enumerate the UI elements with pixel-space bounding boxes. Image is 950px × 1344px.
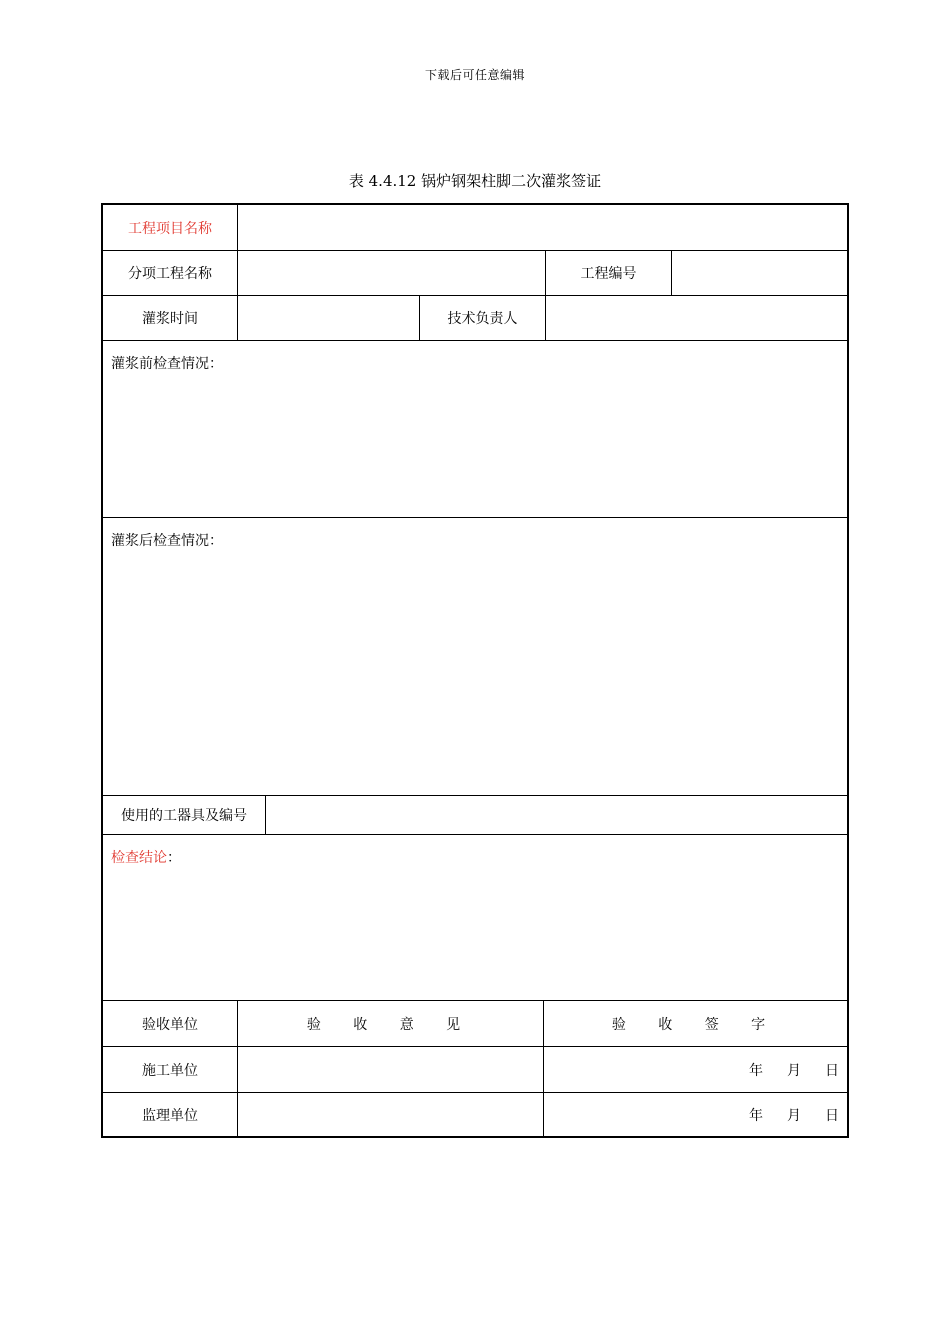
form-title: 表 4.4.12 锅炉钢架柱脚二次灌浆签证: [348, 172, 602, 190]
tools-field[interactable]: [266, 796, 847, 834]
row-acceptance-header: [103, 1001, 847, 1047]
header-note: 下载后可任意编辑: [424, 68, 525, 82]
supervision-sign-field[interactable]: [544, 1093, 847, 1136]
accept-sign-label: 验 收 签 字: [611, 1016, 780, 1033]
project-no-field[interactable]: [672, 251, 847, 295]
tech-lead-field[interactable]: [546, 296, 847, 340]
row-post-grout[interactable]: [103, 518, 847, 796]
row-conclusion[interactable]: [103, 835, 847, 1001]
conclusion-label: 检查结论: [111, 850, 167, 866]
row-project-name: [103, 205, 847, 251]
row-pre-grout[interactable]: [103, 341, 847, 518]
post-grout-label: 灌浆后检查情况：: [111, 533, 223, 549]
row-tools: [103, 796, 847, 835]
accept-opinion-cell: [238, 1001, 544, 1046]
accept-unit-label: 验收单位: [103, 1001, 238, 1046]
project-name-label: 工程项目名称: [103, 205, 238, 250]
sub-project-field[interactable]: [238, 251, 546, 295]
supervision-date-year: 年: [749, 1107, 763, 1124]
construction-sign-field[interactable]: [544, 1047, 847, 1092]
pre-grout-label: 灌浆前检查情况：: [111, 356, 223, 372]
tech-lead-label: 技术负责人: [420, 296, 546, 340]
row-supervision-unit: [103, 1093, 847, 1136]
supervision-opinion-field[interactable]: [238, 1093, 544, 1136]
supervision-date-month: 月: [787, 1107, 801, 1124]
accept-opinion-label: 验 收 意 见: [306, 1016, 475, 1033]
row-sub-project: [103, 251, 847, 296]
construction-date-month: 月: [787, 1062, 801, 1079]
accept-sign-cell: [544, 1001, 847, 1046]
construction-opinion-field[interactable]: [238, 1047, 544, 1092]
tools-label: 使用的工器具及编号: [103, 796, 266, 834]
row-grout-time: [103, 296, 847, 341]
grout-time-field[interactable]: [238, 296, 420, 340]
row-construction-unit: [103, 1047, 847, 1093]
conclusion-label-wrap: [111, 847, 181, 867]
supervision-unit-label: 监理单位: [103, 1093, 238, 1136]
construction-date-day: 日: [825, 1062, 839, 1079]
project-name-field[interactable]: [238, 205, 847, 250]
grout-time-label: 灌浆时间: [103, 296, 238, 340]
supervision-date-day: 日: [825, 1107, 839, 1124]
sub-project-label: 分项工程名称: [103, 251, 238, 295]
construction-unit-label: 施工单位: [103, 1047, 238, 1092]
conclusion-colon: ：: [167, 850, 181, 866]
project-no-label: 工程编号: [546, 251, 672, 295]
grouting-certificate-form: [101, 203, 849, 1138]
construction-date-year: 年: [749, 1062, 763, 1079]
